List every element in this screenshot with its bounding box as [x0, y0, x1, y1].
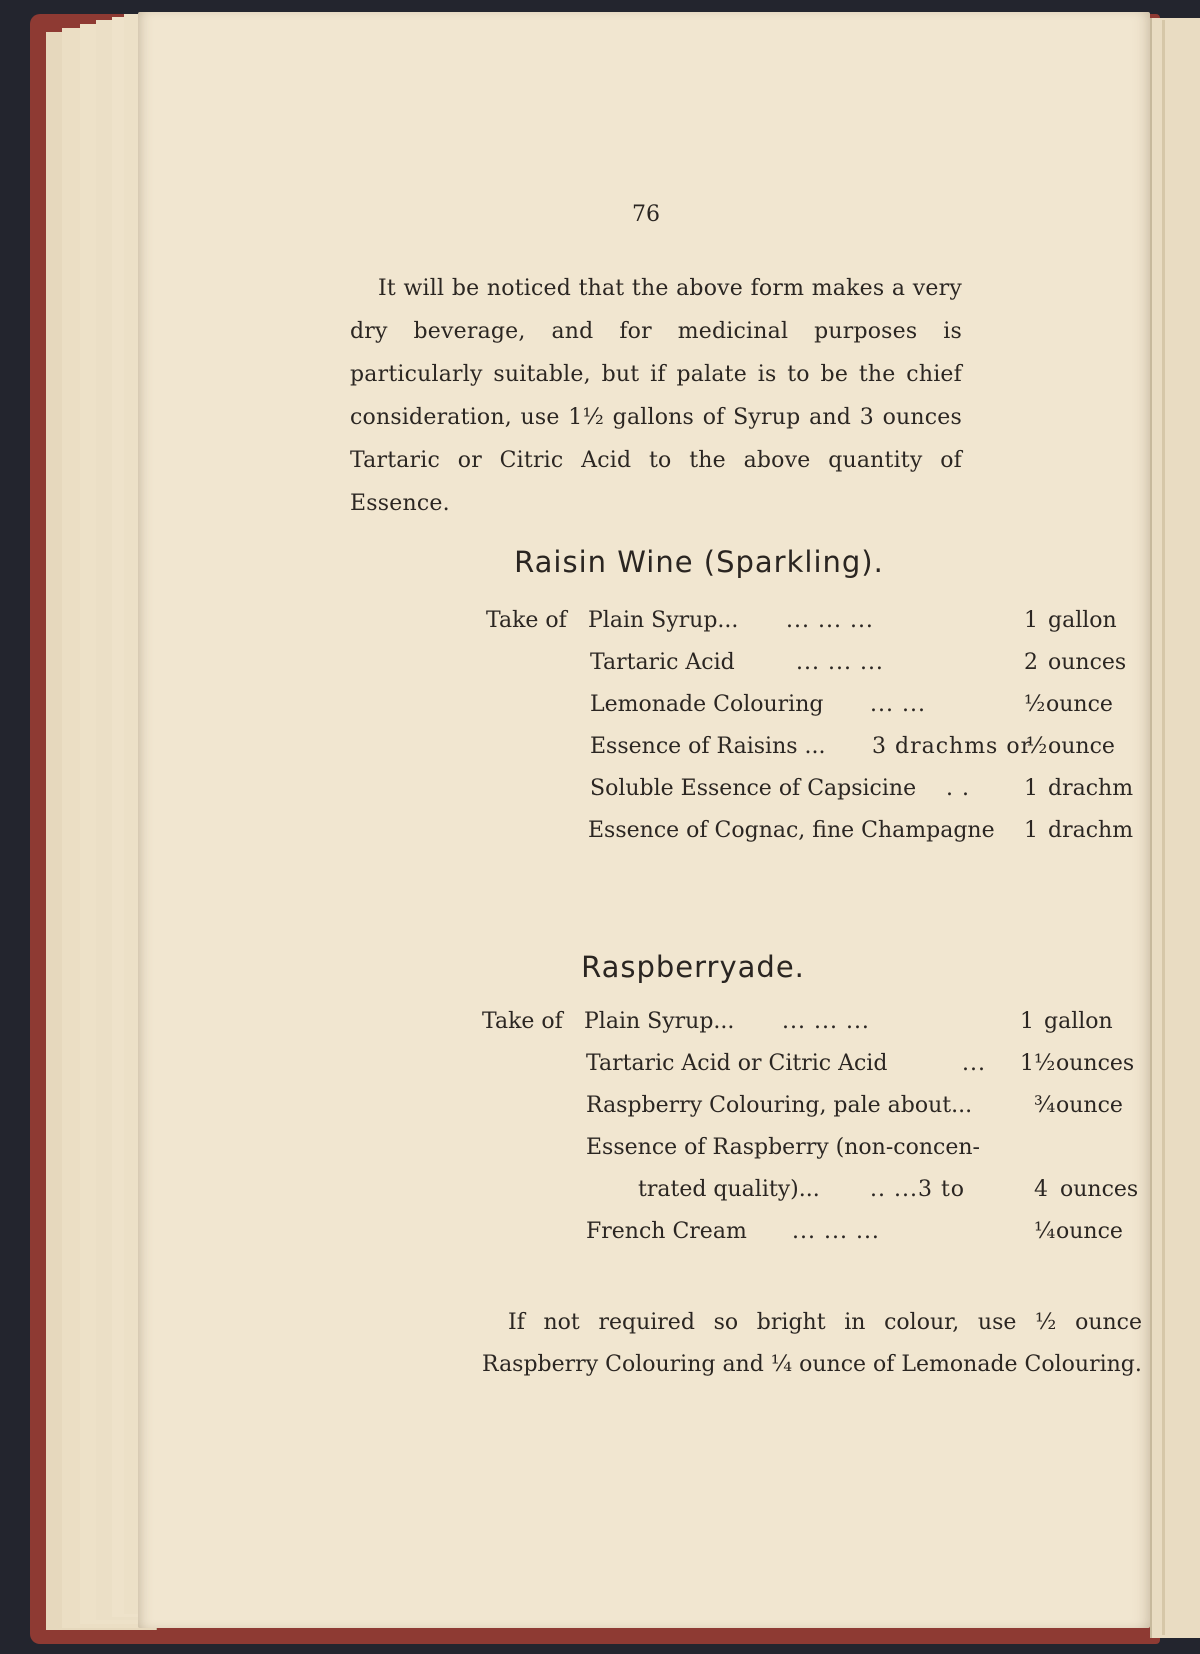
leader-dots: ... ... ... — [786, 608, 874, 633]
ingredient-unit: ounces — [1056, 1051, 1135, 1076]
ingredient-unit: drachm — [1048, 818, 1134, 843]
ingredient-name: Essence of Raspberry (non-concen- — [586, 1135, 980, 1160]
leader-dots: . . — [946, 776, 970, 801]
ingredient-name: Tartaric Acid — [590, 650, 735, 675]
ingredient-quantity: ¾ — [1034, 1093, 1056, 1118]
ingredient-unit: ounce — [1046, 692, 1113, 717]
leader-dots: ... ... ... — [782, 1009, 870, 1034]
ingredient-name: Plain Syrup... — [584, 1009, 735, 1034]
ingredient-quantity: ½ — [1024, 692, 1046, 717]
ingredient-unit: gallon — [1044, 1009, 1113, 1034]
ingredient-quantity: 2 — [1024, 650, 1038, 675]
page-number: 76 — [632, 202, 660, 227]
ingredient-unit: gallon — [1048, 608, 1117, 633]
ingredient-name: Essence of Cognac, fine Champagne — [588, 818, 995, 843]
ingredient-unit: ounce — [1056, 1219, 1123, 1244]
recipe-title-raspberryade: Raspberryade. — [581, 950, 805, 984]
intro-paragraph — [350, 267, 962, 525]
leader-dots: ... — [962, 1051, 986, 1076]
ingredient-unit: ounce — [1048, 734, 1115, 759]
ingredient-unit: drachm — [1048, 776, 1134, 801]
ingredient-name: Raspberry Colouring, pale about... — [586, 1093, 973, 1118]
take-of-label: Take of — [486, 608, 567, 633]
ingredient-quantity: 1 — [1024, 818, 1038, 843]
ingredient-quantity: 1 — [1024, 776, 1038, 801]
ingredient-name: French Cream — [586, 1219, 747, 1244]
leader-dots: ... ... — [870, 692, 926, 717]
ingredient-quantity: 1 — [1020, 1009, 1034, 1034]
ingredient-name: Essence of Raisins ... — [590, 734, 826, 759]
ingredient-quantity: 1 — [1024, 608, 1038, 633]
ingredient-name: Soluble Essence of Capsicine — [590, 776, 917, 801]
recipe-raisin-wine — [486, 608, 1186, 868]
intro-text: It will be noticed that the above form makes a very dry beverage, and for medicinal purposes is particularly suitable, but if palate is to be the chief consideration, use 1½ gallons of Syrup and 3 ounces Tartaric or Citric Acid to the above quantity of Essence. — [350, 276, 962, 516]
ingredient-unit: ounces — [1048, 650, 1127, 675]
ingredient-quantity: ¼ — [1034, 1219, 1056, 1244]
recipe-raspberryade — [482, 1009, 1182, 1269]
take-of-label: Take of — [482, 1009, 563, 1034]
ingredient-name: Tartaric Acid or Citric Acid — [586, 1051, 888, 1076]
ingredient-quantity: 4 — [1034, 1177, 1048, 1202]
ingredient-name: Plain Syrup... — [588, 608, 739, 633]
ingredient-name: trated quality)... — [638, 1177, 820, 1202]
ingredient-quantity: 1½ — [1020, 1051, 1056, 1076]
ingredient-name: Lemonade Colouring — [590, 692, 824, 717]
leader-dots: .. ...3 to — [870, 1177, 966, 1202]
footnote-text: If not required so bright in colour, use ½ ounce Raspberry Colouring and ¼ ounce of Lemonade Colouring. — [482, 1310, 1142, 1377]
recipe-title-raisin-wine: Raisin Wine (Sparkling). — [514, 545, 884, 579]
book-page — [138, 12, 1150, 1628]
ingredient-unit: ounce — [1056, 1093, 1123, 1118]
leader-dots: 3 drachms or — [872, 734, 1033, 759]
ingredient-quantity: ½ — [1026, 734, 1048, 759]
leader-dots: ... ... ... — [796, 650, 884, 675]
footnote-paragraph — [482, 1302, 1142, 1386]
leader-dots: ... ... ... — [792, 1219, 880, 1244]
ingredient-unit: ounces — [1060, 1177, 1139, 1202]
